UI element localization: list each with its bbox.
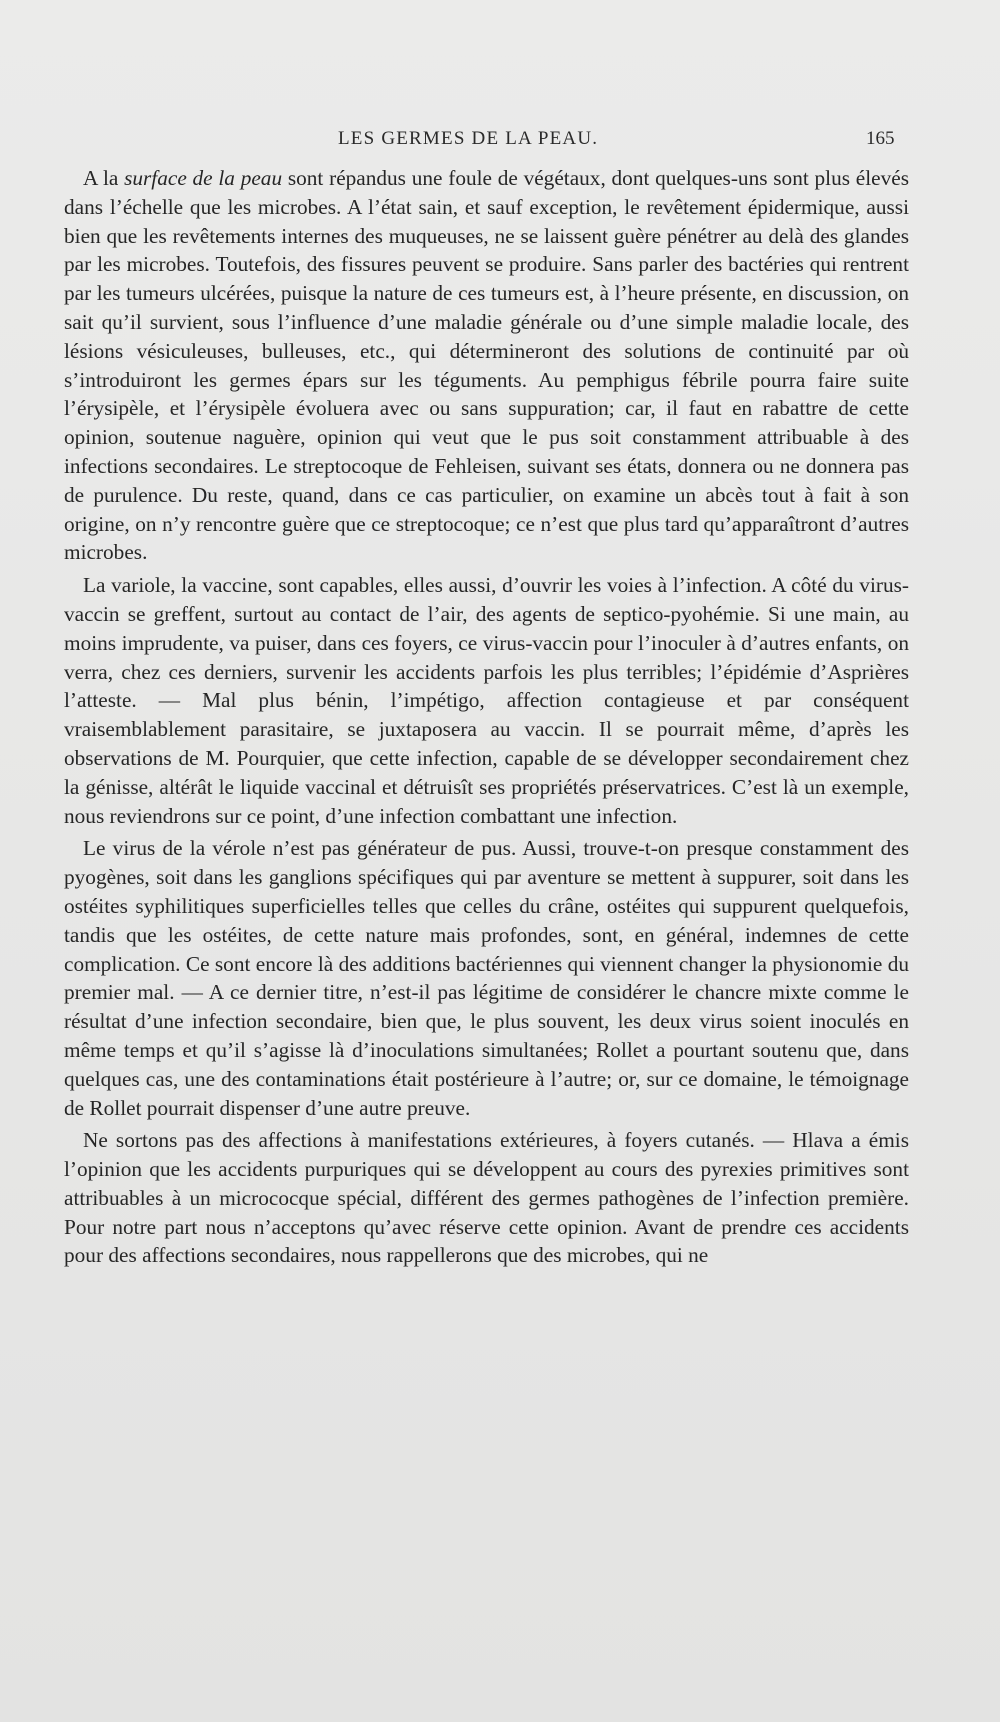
- running-title: LES GERMES DE LA PEAU.: [338, 128, 599, 149]
- paragraph-3: Le virus de la vérole n’est pas générateur de pus. Aussi, trouve-t-on presque constamment des pyogènes, soit dans les ganglions spécifiques qui par aventure se mettent à suppurer, soit dans les ostéites syphilitiques superficielles telles que celles du crâne, ostéites qui suppurent quelquefois, tandis que les ostéites, de cette nature mais profondes, sont, en général, indemnes de cette complication. Ce sont encore là des additions bactériennes qui viennent changer la physionomie du premier mal. — A ce dernier titre, n’est-il pas légitime de considérer le chancre mixte comme le résultat d’une infection secondaire, bien que, le plus souvent, les deux virus soient inoculés en même temps et qu’il s’agisse là d’inoculations simultanées; Rollet a pourtant soutenu que, dans quelques cas, une des contaminations était postérieure à l’autre; or, sur ce domaine, le témoignage de Rollet pourrait dispenser d’une autre preuve.: [64, 836, 909, 1120]
- paragraph-2: La variole, la vaccine, sont capables, elles aussi, d’ouvrir les voies à l’infection. A côté du virus-vaccin se greffent, surtout au contact de l’air, des agents de septico-pyohémie. Si une main, au moins imprudente, va puiser, dans ces foyers, ce virus-vaccin pour l’inoculer à d’autres enfants, on verra, chez ces derniers, survenir les accidents parfois les plus terribles; l’épidémie d’Asprières l’atteste. — Mal plus bénin, l’impétigo, affection contagieuse et par conséquent vraisemblablement parasitaire, se juxtaposera au vaccin. Il se pourrait même, d’après les observations de M. Pourquier, que cette infection, capable de se développer secondairement chez la génisse, altérât le liquide vaccinal et détruisît ses propriétés préservatrices. C’est là un exemple, nous reviendrons sur ce point, d’une infection combattant une infection.: [64, 573, 909, 828]
- page-body: [64, 164, 909, 1274]
- paragraph-1-lead: A la: [83, 166, 125, 190]
- paragraph-1: [64, 164, 909, 567]
- paragraph-1-italic: surface de la peau: [124, 166, 283, 190]
- page-number: 165: [866, 128, 895, 149]
- paragraph-4: Ne sortons pas des affections à manifestations extérieures, à foyers cutanés. — Hlava a émis l’opinion que les accidents purpuriques qui se développent au cours des pyrexies primitives sont attribuables à un micrococque spécial, différent des germes pathogènes de l’infection première. Pour notre part nous n’acceptons qu’avec réserve cette opinion. Avant de prendre ces accidents pour des affections secondaires, nous rappellerons que des microbes, qui ne: [64, 1128, 909, 1268]
- page-header: [0, 128, 1000, 158]
- paragraph-1-text: sont répandus une foule de végétaux, dont quelques-uns sont plus élevés dans l’échelle que les microbes. A l’état sain, et sauf exception, le revêtement épidermique, aussi bien que les revêtements internes des muqueuses, ne se laissent guère pénétrer au delà des glandes par les microbes. Toutefois, des fissures peuvent se produire. Sans parler des bactéries qui rentrent par les tumeurs ulcérées, puisque la nature de ces tumeurs est, à l’heure présente, en discussion, on sait qu’il survient, sous l’influence d’une maladie générale ou d’une simple maladie locale, des lésions vésiculeuses, bulleuses, etc., qui détermineront des solutions de continuité par où s’introduiront les germes épars sur les téguments. Au pemphigus fébrile pourra faire suite l’érysipèle, et l’érysipèle évoluera avec ou sans suppuration; car, il faut en rabattre de cette opinion, soutenue naguère, opinion qui veut que le pus soit constamment attribuable à des infections secondaires. Le streptocoque de Fehleisen, suivant ses états, donnera ou ne donnera pas de purulence. Du reste, quand, dans ce cas particulier, on examine un abcès tout à fait à son origine, on n’y rencontre guère que ce streptocoque; ce n’est que plus tard qu’apparaîtront d’autres microbes.: [64, 166, 909, 565]
